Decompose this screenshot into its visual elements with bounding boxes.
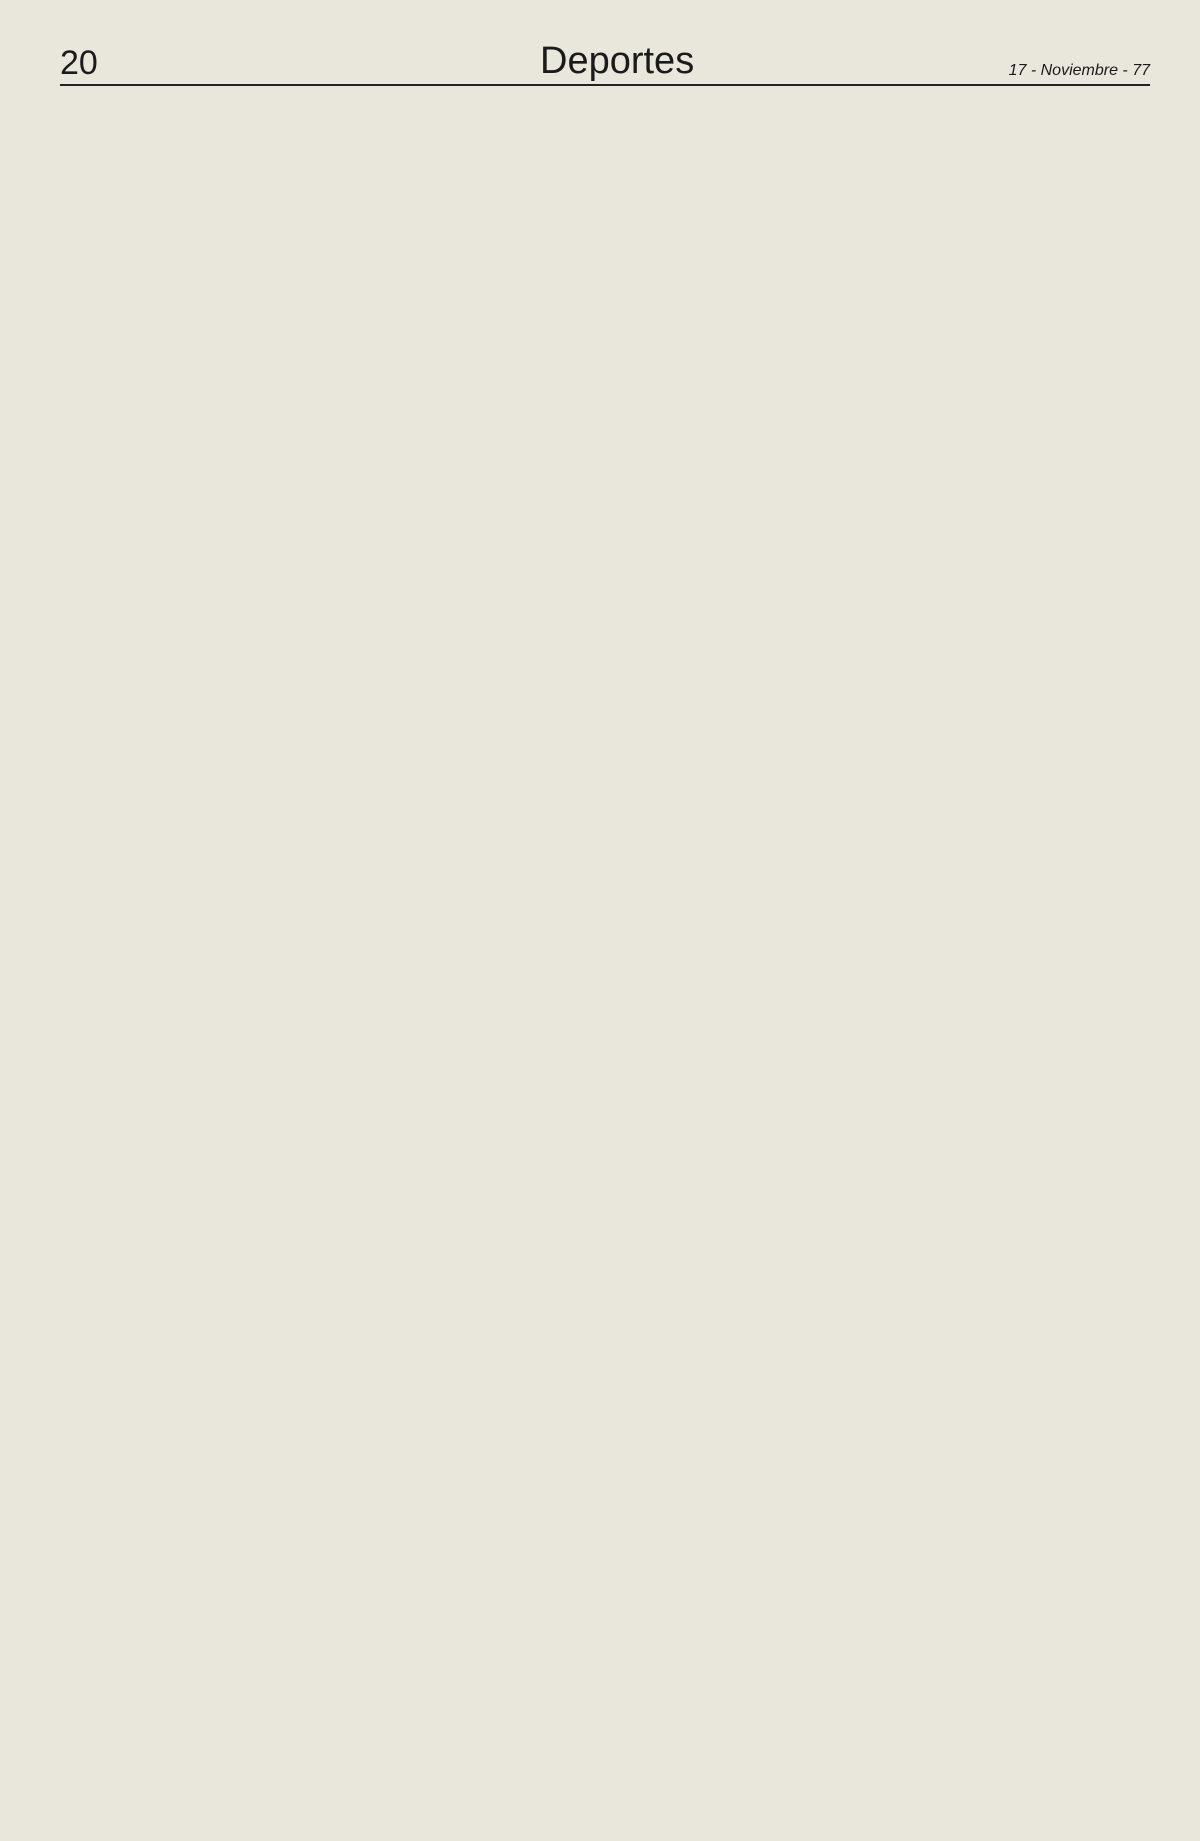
- section-title: Deportes: [540, 40, 695, 82]
- page-number: 20: [60, 44, 98, 82]
- page-header: [60, 40, 1150, 86]
- dateline: 17 - Noviembre - 77: [1008, 62, 1150, 79]
